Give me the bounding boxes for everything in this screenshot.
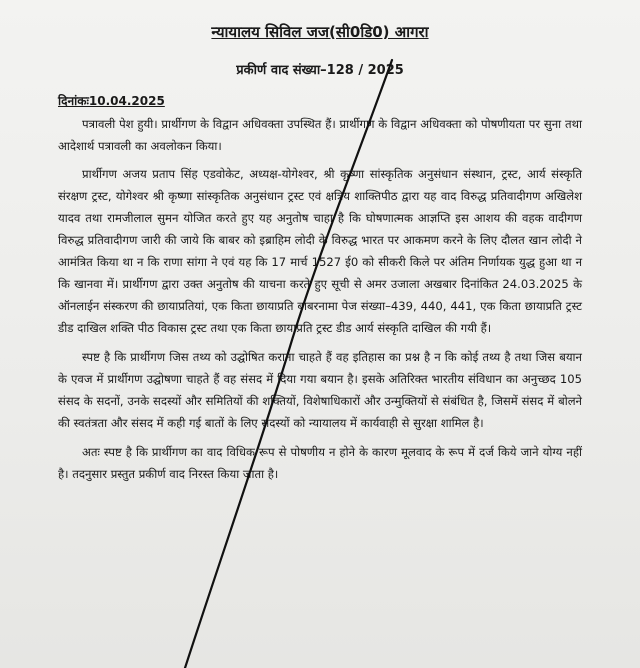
- paragraph-4: अतः स्पष्ट है कि प्रार्थीगण का वाद विधिक रूप से पोषणीय न होने के कारण मूलवाद के रूप में दर्ज किये जाने योग्य नहीं है। तदनुसार प्रस्तुत प्रकीर्ण वाद निरस्त किया जाता है।: [58, 445, 582, 481]
- paragraph-2: प्रार्थीगण अजय प्रताप सिंह एडवोकेट, अध्यक्ष-योगेश्वर, श्री कृष्णा सांस्कृतिक अनुसंधान संस्थान, ट्रस्ट, आर्य संस्कृति संरक्षण ट्रस्ट, योगेश्वर श्री कृष्णा सांस्कृतिक अनुसंधान ट्रस्ट एवं क्षत्रिय शाक्तिपीठ द्वारा यह वाद विरुद्ध प्रतिवादीगण अखिलेश यादव तथा रामजीलाल सुमन योजित करते हुए यह अनुतोष चाहा है कि घोषणात्मक आज्ञप्ति इस आशय की वहक वादीगण विरुद्ध प्रतिवादीगण जारी की जाये कि बाबर को इब्राहिम लोदी के विरुद्ध भारत पर आकमण करने के लिए दौलत खान लोदी ने आमंत्रित किया था न कि राणा सांगा ने एवं यह कि 17 मार्च 1527 ई0 को सीकरी किले पर अंतिम निर्णायक युद्ध हुआ था न कि खानवा में। प्रार्थीगण द्वारा उक्त अनुतोष की याचना करते हुए सूची से अमर उजाला अखबार दिनांकित 24.03.2025 के ऑनलाईन संस्करण की छायाप्रतियां, एक किता छायाप्रति बाबरनामा पेज संख्या–439, 440, 441, एक किता छायाप्रति ट्रस्ट डीड दाखिल शक्ति पीठ विकास ट्रस्ट तथा एक किता छायाप्रति ट्रस्ट डीड आर्य संस्कृति दाखिल की गयी हैं।: [58, 167, 582, 335]
- court-title: न्यायालय सिविल जज(सी0डि0) आगरा: [211, 23, 429, 41]
- paragraph-3: स्पष्ट है कि प्रार्थीगण जिस तथ्य को उद्घोषित कराना चाहते हैं वह इतिहास का प्रश्न है न कि कोई तथ्य है तथा जिस बयान के एवज में प्रार्थीगण उद्घोषणा चाहते हैं वह संसद में दिया गया बयान है। इसके अतिरिक्त भारतीय संविधान का अनुच्छद 105 संसद के सदनों, उनके सदस्यों और समितियों की शक्तियों, विशेषाधिकारों और उन्मुक्तियों से संबंधित है, जिसमें संसद में बोलने की स्वतंत्रता और संसद में कही गई बातों के लिए सदस्यों को न्यायालय में कार्यवाही से सुरक्षा शामिल है।: [58, 350, 582, 430]
- case-number: प्रकीर्ण वाद संख्या–128 / 2025: [236, 63, 404, 78]
- paragraph-1: पत्रावली पेश हुयी। प्रार्थीगण के विद्वान अधिवक्ता उपस्थित हैं। प्रार्थीगण के विद्वान अधिवक्ता को पोषणीयता पर सुना तथा आदेशार्थ पत्रावली का अवलोकन किया।: [58, 117, 582, 153]
- order-date: दिनांकः10.04.2025: [58, 94, 165, 108]
- order-body: [58, 113, 582, 492]
